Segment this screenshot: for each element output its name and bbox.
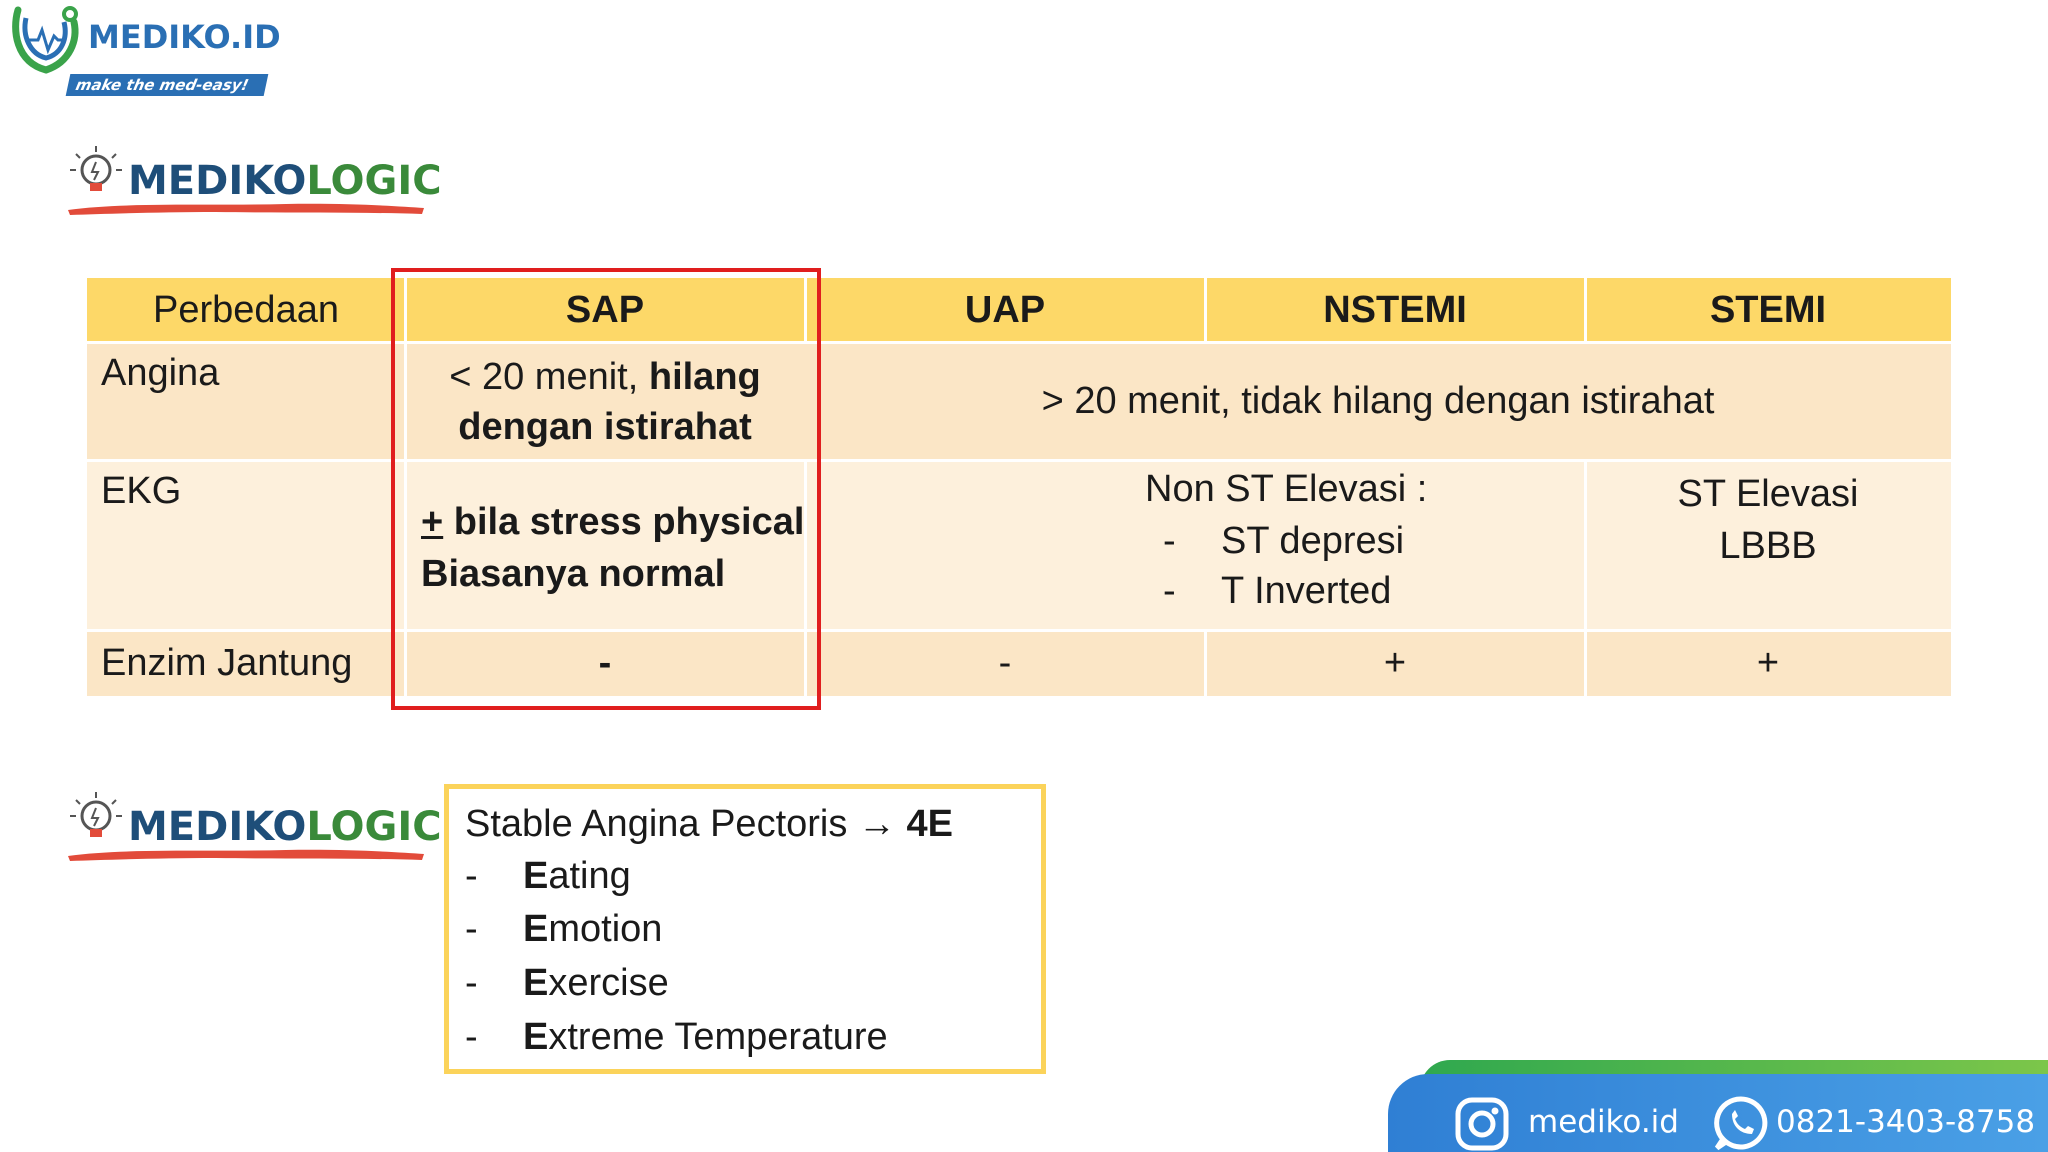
enzim-uap: - [805, 630, 1205, 696]
item-rest: xercise [548, 962, 669, 1004]
item-rest: motion [548, 908, 663, 950]
box-title [465, 803, 953, 846]
ekg-stemi-cell [1585, 460, 1951, 630]
header-perbedaan: Perbedaan [87, 278, 405, 342]
footer-contact-bar [1388, 1074, 2048, 1152]
stemi-lbbb: LBBB [1719, 525, 1817, 567]
comparison-table [87, 278, 1951, 696]
medikologic-heading [62, 140, 442, 220]
header-nstemi: NSTEMI [1205, 278, 1585, 342]
list-item-eating [465, 855, 631, 898]
ekg-sap-line1: bila stress physical [443, 501, 805, 543]
heading-part-mediko: MEDIKO [128, 158, 307, 204]
row-divider [87, 629, 1951, 632]
whatsapp-icon[interactable] [1712, 1094, 1770, 1152]
angina-others-cell: > 20 menit, tidak hilang dengan istirahat [805, 342, 1951, 460]
col-divider [1584, 278, 1587, 342]
enzim-sap: - [405, 630, 805, 696]
instagram-handle[interactable]: mediko.id [1528, 1104, 1679, 1140]
heading-part-logic: LOGIC [306, 158, 442, 204]
item-initial: E [523, 1016, 549, 1058]
list-item-exercise [465, 962, 669, 1005]
brand-name: MEDIKO.ID [88, 18, 281, 56]
header-stemi: STEMI [1585, 278, 1951, 342]
nonst-dash-1: - [1163, 520, 1176, 562]
list-item-emotion [465, 908, 662, 951]
sap-highlight-box [391, 268, 821, 710]
ekg-nonst-cell [805, 460, 1585, 630]
brand-tagline: make the med-easy! [66, 74, 269, 96]
angina-sap-text: < 20 menit, [449, 356, 649, 398]
plus-minus-sign: + [421, 501, 444, 543]
heading-part-logic: LOGIC [306, 804, 442, 850]
stemi-st-elevasi: ST Elevasi [1677, 473, 1859, 515]
ekg-sap-line2: Biasanya normal [421, 553, 726, 595]
brush-underline [66, 200, 426, 216]
nonst-item-st-depresi: ST depresi [1221, 520, 1405, 562]
col-divider [1204, 278, 1207, 342]
nonst-dash-2: - [1163, 570, 1176, 612]
brush-underline [66, 846, 426, 862]
list-dash: - [465, 908, 478, 950]
list-dash: - [465, 855, 478, 897]
nonst-item-t-inverted: T Inverted [1221, 570, 1392, 612]
row-divider [87, 341, 1951, 344]
nonst-title: Non ST Elevasi : [1145, 468, 1428, 510]
list-item-extreme-temperature [465, 1016, 888, 1059]
stable-angina-4e-box [444, 784, 1046, 1074]
angina-sap-bold2: dengan istirahat [458, 406, 752, 448]
heading-part-mediko: MEDIKO [128, 804, 307, 850]
list-dash: - [465, 962, 478, 1004]
item-initial: E [523, 962, 549, 1004]
item-rest: ating [548, 855, 631, 897]
enzim-nstemi: + [1205, 630, 1585, 696]
angina-sap-bold1: hilang [648, 356, 761, 398]
medikologic-heading-2 [62, 786, 442, 866]
arrow-right-icon: → [857, 803, 896, 845]
enzim-stemi: + [1585, 630, 1951, 696]
whatsapp-number[interactable]: 0821-3403-8758 [1776, 1104, 2036, 1140]
row-label-angina: Angina [87, 342, 405, 460]
header-sap: SAP [405, 278, 805, 342]
box-title-4e: 4E [906, 803, 953, 845]
header-uap: UAP [805, 278, 1205, 342]
col-divider [1204, 630, 1207, 696]
item-rest: xtreme Temperature [548, 1016, 888, 1058]
item-initial: E [523, 855, 549, 897]
col-divider [1584, 460, 1587, 696]
list-dash: - [465, 1016, 478, 1058]
row-label-enzim: Enzim Jantung [87, 630, 405, 696]
row-divider [87, 459, 1951, 462]
box-title-text: Stable Angina Pectoris [465, 803, 848, 845]
item-initial: E [523, 908, 549, 950]
instagram-icon[interactable] [1454, 1096, 1510, 1152]
row-label-ekg: EKG [87, 460, 405, 630]
